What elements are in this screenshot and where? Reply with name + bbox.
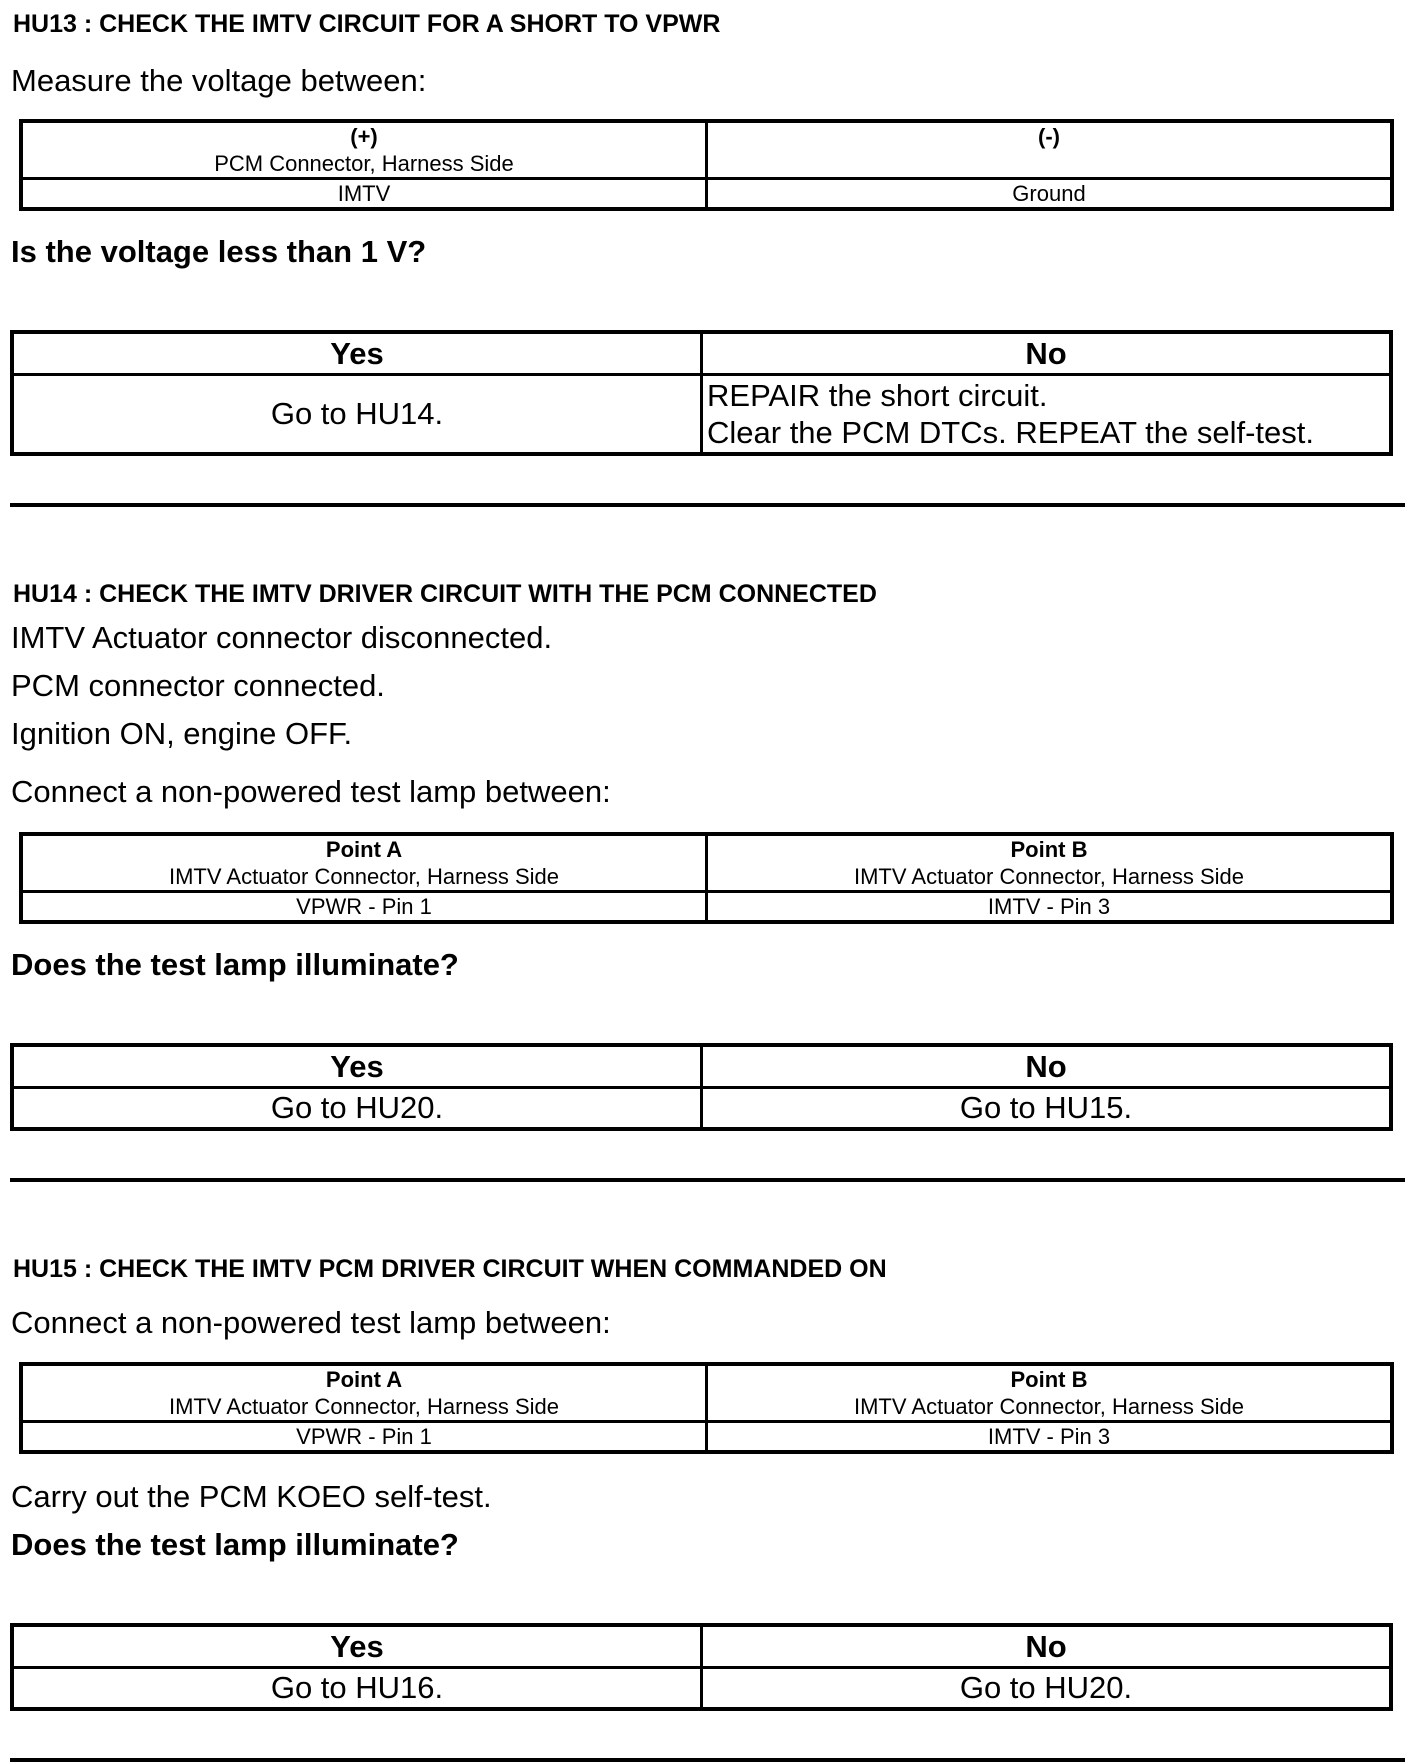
hu13-no-action-line-1: REPAIR the short circuit. [707,378,1048,413]
hu14-measure-table [19,832,1394,924]
hu15-question: Does the test lamp illuminate? [11,1527,459,1562]
hu13-no-header: No [702,332,1392,375]
hu13-minus-header [707,121,1393,179]
section-divider [10,1178,1405,1182]
section-divider [10,1758,1405,1762]
hu15-point-a-label: Point A [325,1367,403,1392]
hu14-no-header: No [702,1045,1392,1088]
hu14-no-action: Go to HU15. [702,1088,1392,1130]
hu15-title: HU15 : CHECK THE IMTV PCM DRIVER CIRCUIT WHEN COMMANDED ON [13,1255,887,1283]
hu13-no-action [702,375,1392,455]
section-divider [10,503,1405,507]
hu14-point-a-value: VPWR - Pin 1 [21,892,707,923]
hu14-condition-2: PCM connector connected. [11,668,385,703]
hu13-question: Is the voltage less than 1 V? [11,234,427,269]
hu15-step: Carry out the PCM KOEO self-test. [11,1479,492,1514]
hu13-no-action-line-2: Clear the PCM DTCs. REPEAT the self-test. [707,415,1314,450]
hu15-yes-header: Yes [12,1625,702,1668]
hu15-answer-table [10,1623,1393,1711]
hu13-measure-table [19,119,1394,211]
hu15-instruction: Connect a non-powered test lamp between: [11,1305,611,1340]
hu14-condition-1: IMTV Actuator connector disconnected. [11,620,553,655]
hu13-title: HU13 : CHECK THE IMTV CIRCUIT FOR A SHORT TO VPWR [13,10,721,38]
hu14-point-b-sub: IMTV Actuator Connector, Harness Side [853,864,1245,889]
hu14-point-a-label: Point A [325,837,403,862]
hu15-point-a-value: VPWR - Pin 1 [21,1422,707,1453]
hu15-point-b-header [707,1364,1393,1422]
hu14-title: HU14 : CHECK THE IMTV DRIVER CIRCUIT WITH THE PCM CONNECTED [13,580,877,608]
hu13-minus-value: Ground [707,179,1393,210]
hu15-measure-table [19,1362,1394,1454]
hu14-point-b-header [707,834,1393,892]
hu15-yes-action: Go to HU16. [12,1668,702,1710]
hu13-yes-header: Yes [12,332,702,375]
hu13-plus-value: IMTV [21,179,707,210]
hu14-answer-table [10,1043,1393,1131]
hu15-point-b-value: IMTV - Pin 3 [707,1422,1393,1453]
hu15-point-b-sub: IMTV Actuator Connector, Harness Side [853,1394,1245,1419]
hu15-point-a-sub: IMTV Actuator Connector, Harness Side [168,1394,560,1419]
hu14-yes-header: Yes [12,1045,702,1088]
hu15-point-b-label: Point B [1010,1367,1088,1392]
hu14-question: Does the test lamp illuminate? [11,947,459,982]
hu13-answer-table [10,330,1393,456]
hu15-point-a-header [21,1364,707,1422]
hu14-point-a-sub: IMTV Actuator Connector, Harness Side [168,864,560,889]
hu13-instruction: Measure the voltage between: [11,63,427,98]
hu15-no-header: No [702,1625,1392,1668]
hu14-condition-3: Ignition ON, engine OFF. [11,716,353,751]
hu13-yes-action: Go to HU14. [12,375,702,455]
hu14-instruction: Connect a non-powered test lamp between: [11,774,611,809]
hu13-plus-header [21,121,707,179]
hu14-point-a-header [21,834,707,892]
hu15-no-action: Go to HU20. [702,1668,1392,1710]
hu14-point-b-label: Point B [1010,837,1088,862]
hu13-minus-label: (-) [1038,124,1060,149]
hu14-yes-action: Go to HU20. [12,1088,702,1130]
hu13-plus-label: (+) [350,124,378,149]
hu13-plus-sub: PCM Connector, Harness Side [214,151,514,176]
hu14-point-b-value: IMTV - Pin 3 [707,892,1393,923]
